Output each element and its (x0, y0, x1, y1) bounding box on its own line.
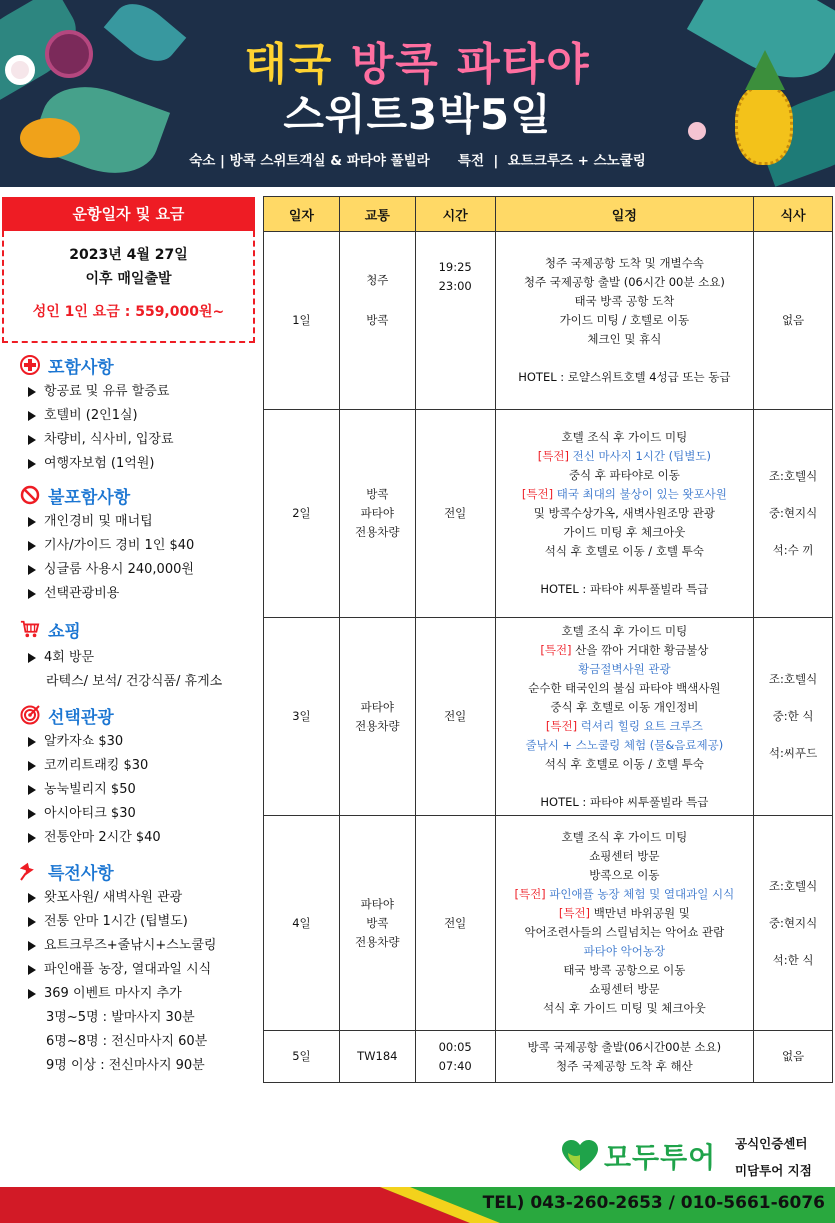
adult-fee: 성인 1인 요금 : 559,000원~ (32, 304, 225, 320)
list-item: 기사/가이드 경비 1인 $40 (20, 534, 194, 558)
table-row (264, 410, 833, 618)
banner-title-line2: 스위트3박5일 (283, 90, 552, 139)
list-item: 개인경비 및 매너팁 (20, 510, 194, 534)
banner (0, 0, 835, 187)
header-schedule: 일정 (495, 197, 753, 232)
table-row (264, 232, 833, 410)
hotel-info: HOTEL : 파타야 씨투풀빌라 특급 (540, 794, 709, 809)
hotel-info: HOTEL : 로얄스위트호텔 4성급 또는 동급 (518, 370, 731, 384)
table-row (264, 618, 833, 816)
optional-title: 선택관광 (48, 707, 114, 728)
departure-date-line2: 이후 매일출발 (85, 271, 172, 287)
telephone-number: TEL) 043-260-2653 / 010-5661-6076 (482, 1193, 825, 1213)
list-item: 농눅빌리지 $50 (20, 778, 161, 802)
departure-date (4, 243, 253, 291)
pushpin-icon (20, 861, 40, 881)
list-item: 선택관광비용 (20, 582, 194, 606)
list-item: 항공료 및 유류 할증료 (20, 380, 174, 404)
list-item: 전통안마 2시간 $40 (20, 826, 161, 850)
plan-cell: 방콕 국제공항 출발(06시간00분 소요) 청주 국제공항 도착 후 해산 (495, 1031, 753, 1083)
prohibited-icon (20, 485, 40, 505)
shopping-section (20, 617, 222, 694)
list-item: 차량비, 식사비, 입장료 (20, 428, 174, 452)
day-cell: 4일 (264, 816, 340, 1031)
list-item: 파인애플 농장, 열대과일 시식 (20, 958, 216, 982)
header-transport: 교통 (339, 197, 415, 232)
banner-subline: 숙소 | 방콕 스위트객실 & 파타야 풀빌라 특전 | 요트크루즈 + 스노쿨링 (189, 153, 646, 169)
plan-cell: 청주 국제공항 도착 및 개별수속 청주 국제공항 출발 (06시간 00분 소요) 태국 방콕 공항 도착 가이드 미팅 / 호텔로 이동 체크인 및 휴식 HOTEL : 로얄스위트호텔 4성급 또는 동급 (495, 232, 753, 410)
shopping-cart-icon (20, 619, 40, 639)
massage-option: 6명~8명 : 전신마사지 60분 (46, 1034, 208, 1049)
optional-heading (20, 703, 161, 727)
day-cell: 5일 (264, 1031, 340, 1083)
massage-option: 3명~5명 : 발마사지 30분 (46, 1010, 195, 1025)
heart-logo-icon (562, 1140, 598, 1172)
excluded-title: 불포함사항 (48, 487, 131, 508)
list-item: 왓포사원/ 새벽사원 관광 (20, 886, 216, 910)
plan-cell: 호텔 조식 후 가이드 미팅 [특전] 전신 마사지 1시간 (팁별도) 중식 후 파타야로 이동 [특전] 태국 최대의 불상이 있는 왓포사원 및 방콕수상가옥, 새벽사원조망 관광 가이드 미팅 후 체크아웃 석식 후 호텔로 이동 / 호텔 투숙 HOTEL : 파타야 씨투풀빌라 특급 (495, 410, 753, 618)
massage-option: 9명 이상 : 전신마사지 90분 (46, 1058, 205, 1073)
transport-cell: 파타야 전용차량 (339, 618, 415, 816)
hotel-info: HOTEL : 파타야 씨투풀빌라 특급 (540, 582, 709, 596)
plus-circle-icon (20, 355, 40, 375)
day-cell: 2일 (264, 410, 340, 618)
header-meal: 식사 (754, 197, 833, 232)
certification-info (735, 1130, 812, 1184)
list-item: 싱글룸 사용시 240,000원 (20, 558, 194, 582)
excluded-section (20, 483, 194, 606)
transport-cell: 파타야 방콕 전용차량 (339, 816, 415, 1031)
transport-cell: 방콕 파타야 전용차량 (339, 410, 415, 618)
included-section (20, 353, 174, 476)
excluded-heading (20, 483, 194, 507)
meal-cell: 없음 (754, 232, 833, 410)
list-item: 369 이벤트 마사지 추가 (20, 982, 216, 1006)
time-cell: 전일 (415, 816, 495, 1031)
header-time: 시간 (415, 197, 495, 232)
meal-cell: 조:호텔식 중:현지식 석:한 식 (754, 816, 833, 1031)
list-item: 요트크루즈+줄낚시+스노쿨링 (20, 934, 216, 958)
time-cell: 00:05 07:40 (415, 1031, 495, 1083)
plan-cell: 호텔 조식 후 가이드 미팅 [특전] 산을 깎아 거대한 황금불상 황금절벽사원 관광 순수한 태국인의 불심 파타야 백색사원 중식 후 호텔로 이동 개인정비 [특전] 럭셔리 힐링 요트 크루즈 줄낚시 + 스노쿨링 체험 (물&음료제공) 석식 후 호텔로 이동 / 호텔 투숙 HOTEL : 파타야 씨투풀빌라 특급 (495, 618, 753, 816)
optional-section (20, 703, 161, 850)
meal-cell: 없음 (754, 1031, 833, 1083)
logo-text: 모두투어 (604, 1141, 717, 1174)
list-item: 아시아티크 $30 (20, 802, 161, 826)
table-row (264, 1031, 833, 1083)
special-heading (20, 859, 216, 883)
target-icon (20, 705, 40, 725)
shopping-heading (20, 617, 222, 641)
table-header-row (264, 197, 833, 232)
banner-title-country: 태국 (244, 39, 334, 90)
table-row (264, 816, 833, 1031)
price-box (2, 231, 255, 343)
schedule-table (263, 196, 833, 1083)
plan-cell: 호텔 조식 후 가이드 미팅 쇼핑센터 방문 방콕으로 이동 [특전] 파인애플 농장 체험 및 열대과일 시식 [특전] 백만년 바위공원 및 악어조련사들의 스릴넘치는 악어쇼 관람 파타야 악어농장 태국 방콕 공항으로 이동 쇼핑센터 방문 석식 후 가이드 미팅 및 체크아웃 (495, 816, 753, 1031)
transport-cell: 청주 방콕 (339, 232, 415, 410)
special-section (20, 859, 216, 1078)
special-title: 특전사항 (48, 863, 114, 884)
included-title: 포함사항 (48, 357, 114, 378)
shopping-title: 쇼핑 (48, 621, 81, 642)
cert-line1: 공식인증센터 (735, 1136, 808, 1151)
list-item: 전통 안마 1시간 (팁별도) (20, 910, 216, 934)
header-day: 일자 (264, 197, 340, 232)
cert-line2: 미담투어 지점 (735, 1163, 812, 1178)
day-cell: 1일 (264, 232, 340, 410)
list-item: 4회 방문 (20, 646, 222, 670)
list-item: 호텔비 (2인1실) (20, 404, 174, 428)
time-cell: 19:25 23:00 (415, 232, 495, 410)
meal-cell: 조:호텔식 중:현지식 석:수 끼 (754, 410, 833, 618)
modetour-logo (562, 1136, 716, 1176)
shopping-detail: 라텍스/ 보석/ 건강식품/ 휴게소 (46, 674, 223, 689)
list-item: 여행자보험 (1억원) (20, 452, 174, 476)
transport-cell: TW184 (339, 1031, 415, 1083)
departure-date-line1: 2023년 4월 27일 (69, 247, 188, 263)
time-cell: 전일 (415, 618, 495, 816)
list-item: 코끼리트래킹 $30 (20, 754, 161, 778)
price-header: 운항일자 및 요금 (2, 197, 255, 231)
included-heading (20, 353, 174, 377)
banner-title-cities: 방콕 파타야 (350, 39, 591, 90)
time-cell: 전일 (415, 410, 495, 618)
list-item: 알카자쇼 $30 (20, 730, 161, 754)
meal-cell: 조:호텔식 중:한 식 석:씨푸드 (754, 618, 833, 816)
day-cell: 3일 (264, 618, 340, 816)
